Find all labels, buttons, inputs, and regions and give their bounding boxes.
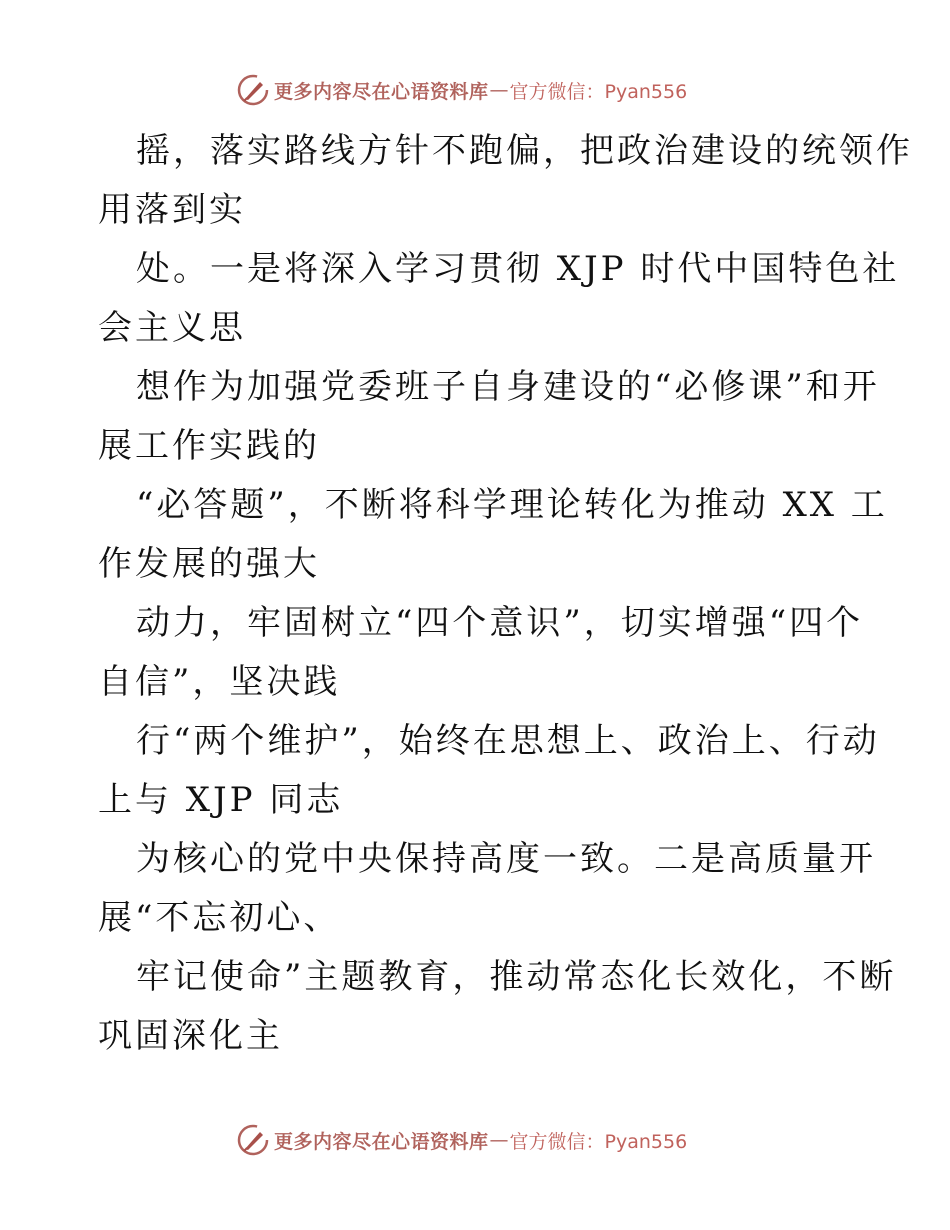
footer-watermark xyxy=(236,1122,687,1158)
text-line: 展工作实践的 xyxy=(98,426,320,466)
watermark-separator: — xyxy=(489,1129,509,1151)
text-line: 处。一是将深入学习贯彻 XJP 时代中国特色社 xyxy=(136,249,900,289)
text-line: 展“不忘初心、 xyxy=(98,898,341,938)
text-line: 巩固深化主 xyxy=(98,1016,283,1056)
feather-pen-logo-icon xyxy=(236,1123,270,1157)
text-line: 上与 XJP 同志 xyxy=(98,780,344,820)
text-line: 想作为加强党委班子自身建设的“必修课”和开 xyxy=(136,367,880,407)
text-line: 牢记使命”主题教育，推动常态化长效化，不断 xyxy=(136,957,897,997)
watermark-separator: — xyxy=(489,79,509,101)
text-line: 行“两个维护”，始终在思想上、政治上、行动 xyxy=(136,721,880,761)
watermark-title: 更多内容尽在心语资料库 xyxy=(274,80,489,103)
header-watermark xyxy=(236,72,687,108)
text-line: 为核心的党中央保持高度一致。二是高质量开 xyxy=(136,839,876,879)
document-body xyxy=(98,122,913,1066)
feather-pen-logo-icon xyxy=(236,73,270,107)
text-line: 会主义思 xyxy=(98,308,246,348)
watermark-contact: 官方微信：Pyan556 xyxy=(509,1130,688,1153)
text-line: 动力，牢固树立“四个意识”，切实增强“四个 xyxy=(136,603,864,643)
text-line: 摇，落实路线方针不跑偏，把政治建设的统领作 xyxy=(136,131,913,171)
text-line: “必答题”，不断将科学理论转化为推动 XX 工 xyxy=(136,485,888,525)
watermark-contact: 官方微信：Pyan556 xyxy=(509,80,688,103)
watermark-title: 更多内容尽在心语资料库 xyxy=(274,1130,489,1153)
text-line: 作发展的强大 xyxy=(98,544,320,584)
text-line: 用落到实 xyxy=(98,190,246,230)
text-line: 自信”，坚决践 xyxy=(98,662,341,702)
